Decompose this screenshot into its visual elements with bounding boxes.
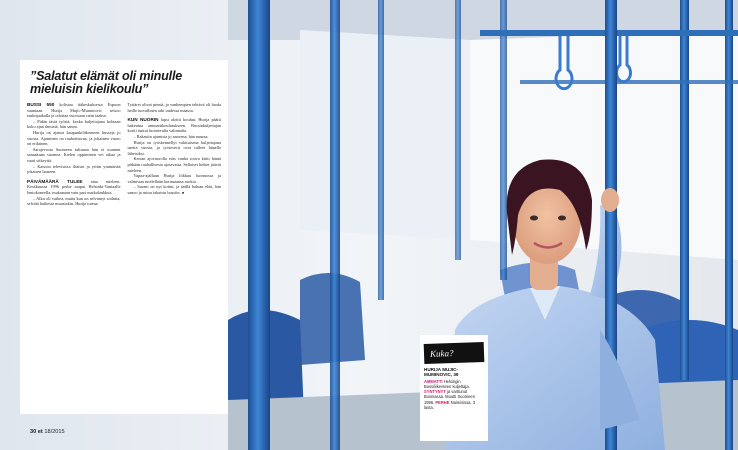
magazine-name: et [37, 429, 43, 435]
paragraph [128, 117, 222, 134]
body-column-2 [128, 102, 222, 207]
paragraph-text: kolistaa itäkeskuksesta Espoon suuntaan. Hurija Mujic-Muminovic seisoo taukopaikalla ja odottaa vuoroaan ratin taakse. [27, 102, 121, 119]
article-column-panel [20, 60, 228, 414]
page-number: 30 [30, 429, 37, 435]
run-in-heading: BUSSI 550 [27, 102, 55, 107]
paragraph [128, 184, 222, 195]
page-folio [30, 429, 65, 435]
body-column-1 [27, 102, 121, 207]
syntynyt-label: SYNTYNYT [424, 389, 446, 395]
ammatti-text: Helsingin Bussiliikenteen kuljettaja. [424, 378, 470, 390]
paragraph: Vapaa-ajallaan Hurija liikkuu luonnossa ja valmistaa mielellään kotimaansa ruokia. [127, 173, 221, 184]
paragraph: – Alku oli vaikea, mutta kun on selvinnyt sodasta, selviää kaikesta muustakin, Hurija toteaa. [27, 195, 121, 207]
headline-line-1: ”Salatut elämät oli minulle [30, 69, 183, 83]
info-text [424, 379, 484, 410]
paragraph: Tyttäret olivat pieniä, ja vanhempien tehtävä oli luoda heille turvallinen arki uudessa maassa. [127, 102, 221, 113]
paragraph: – Pidän tästä työstä, koska kuljettajana kohtaan koko ajan ihmisiä, hän sanoo. [27, 118, 121, 130]
syntynyt-text: ja varttunut Bosniassa. Muutti Suomeen 1996. [424, 389, 475, 405]
paragraph-text: aina mieleen. Kesäkuussa 1996 perhe saapui Helsinki-Vantaalle lentokoneella, mukanaan vain pari matkalaukkua. [27, 178, 121, 195]
headline-line-2: mieluisin kielikoulu” [30, 82, 149, 96]
end-mark-icon: ● [181, 189, 185, 195]
paragraph: Sarajevosta Suomeen tultuaan hän ei osannut sanaakaan suomea. Kielen oppiminen vei aikaa ja vaati sitkeyttä. [27, 146, 121, 163]
paragraph [27, 102, 121, 119]
paragraph-text: lapsi aloitti koulun, Hurija päätti hakeutua ammattikoulutukseen. Bussinkuljettajan kortti tuntui luontevalta valinnalta. [127, 117, 222, 134]
run-in-heading: PÄIVÄMÄÄRÄ TULEE [27, 178, 83, 184]
perhe-label: PERHE [435, 399, 450, 405]
info-box [420, 335, 488, 441]
article-headline [30, 70, 221, 96]
article-body [27, 102, 221, 207]
ammatti-label: AMMATTI [424, 378, 443, 384]
person-name: HURIJA MUJIC-MUMINOVIC, 39 [424, 367, 459, 378]
paragraph: Kerran ajovuorolla eräs vanha rouva kiitti häntä pitkään rauhallisesta ajotavasta. Sellaiset hetket jäävät mieleen. [127, 156, 221, 173]
paragraph: Hurija on ajanut kaupunkiliikenteen busseja jo vuosia. Ajaminen on rauhoittavaa, ja jokainen vuoro on erilainen. [27, 129, 121, 147]
paragraph [27, 179, 121, 196]
paragraph: – Rakastin ajamista jo nuorena, hän nauraa. [133, 133, 209, 139]
paragraph: Hurija on työskennellyt vakituisena kuljettajana useita vuosia, ja työtoverit ovat tulleet hänelle läheisiksi. [127, 139, 221, 156]
kuka-label: Kuka? [424, 342, 485, 364]
run-in-heading: KUN NUORIN [127, 117, 159, 123]
paragraph-text: – Suomi on nyt kotini, ja täällä haluan elää, hän sanoo ja astuu takaisin bussiin. [127, 184, 221, 195]
paragraph: – Katsoin televisiota iltaisin ja yritin ymmärtää jokaisen lauseen. [27, 163, 121, 175]
perhe-text: Naimisissa, 3 lasta. [424, 399, 475, 410]
issue-number: 18/2015 [44, 429, 65, 435]
